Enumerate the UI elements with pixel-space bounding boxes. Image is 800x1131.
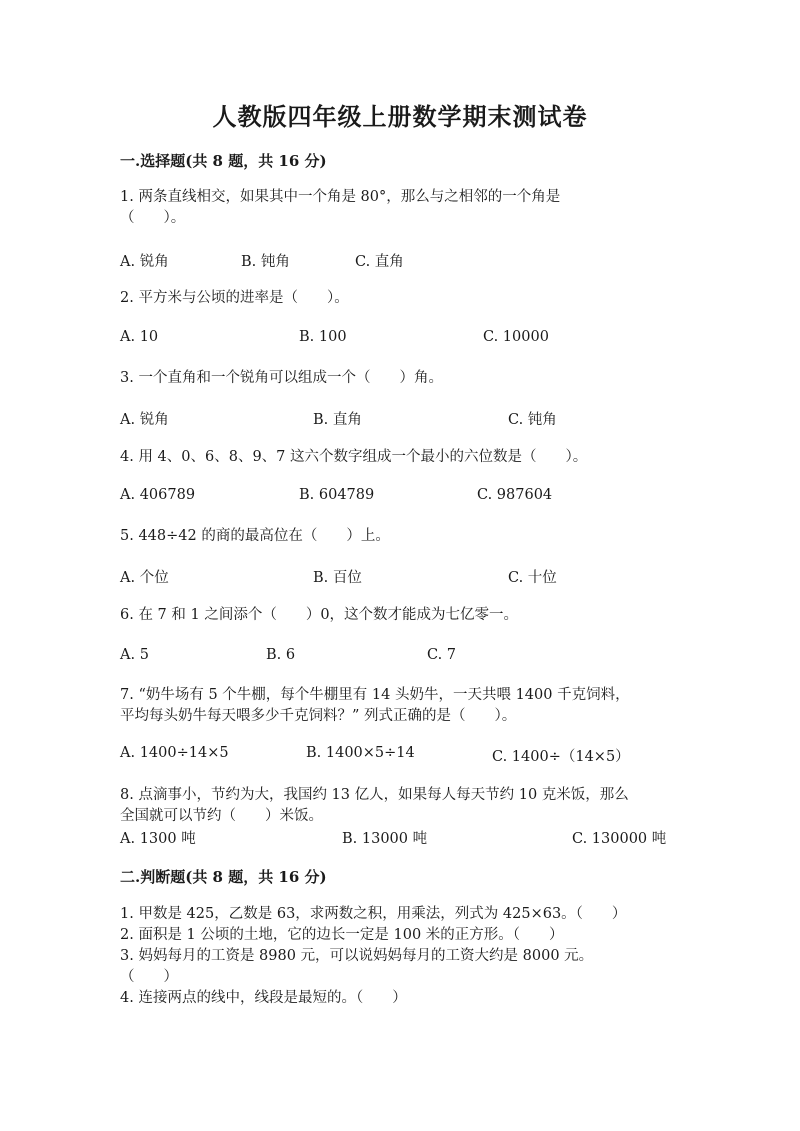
option-a: A. 5 bbox=[120, 647, 149, 663]
judgment-item-2 bbox=[120, 925, 680, 946]
question-5 bbox=[120, 526, 680, 547]
page-title: 人教版四年级上册数学期末测试卷 bbox=[212, 102, 588, 131]
question-4 bbox=[120, 447, 680, 468]
question-text-line: 2. 平方米与公顷的进率是（ ）。 bbox=[120, 290, 349, 306]
option-a: A. 406789 bbox=[120, 487, 196, 503]
question-text-line: 全国就可以节约（ ）米饭。 bbox=[120, 808, 323, 824]
question-text-line: 4. 用 4、0、6、8、9、7 这六个数字组成一个最小的六位数是（ ）。 bbox=[120, 449, 588, 465]
question-text-line: 5. 448÷42 的商的最高位在（ ）上。 bbox=[120, 528, 390, 544]
judgment-text-line: 2. 面积是 1 公顷的土地，它的边长一定是 100 米的正方形。（ ） bbox=[120, 927, 564, 943]
option-b: B. 100 bbox=[299, 329, 347, 345]
option-b: B. 13000 吨 bbox=[342, 831, 428, 847]
option-a: A. 1400÷14×5 bbox=[120, 745, 229, 761]
option-a: A. 锐角 bbox=[120, 254, 169, 270]
question-text-line: 7. “奶牛场有 5 个牛棚，每个牛棚里有 14 头奶牛，一天共喂 1400 千克饲料， bbox=[120, 687, 630, 703]
option-b: B. 1400×5÷14 bbox=[306, 745, 415, 761]
section-heading-choice: 一.选择题(共 8 题，共 16 分) bbox=[120, 152, 327, 170]
judgment-item-4 bbox=[120, 988, 680, 1009]
option-c: C. 1400÷（14×5） bbox=[492, 749, 630, 765]
option-b: B. 钝角 bbox=[241, 254, 290, 270]
option-c: C. 直角 bbox=[355, 254, 404, 270]
option-c: C. 7 bbox=[427, 647, 457, 663]
option-a: A. 个位 bbox=[120, 570, 169, 586]
question-6 bbox=[120, 605, 680, 626]
question-8 bbox=[120, 785, 680, 827]
judgment-text-line: 4. 连接两点的线中，线段是最短的。（ ） bbox=[120, 990, 407, 1006]
judgment-item-3 bbox=[120, 946, 680, 988]
option-b: B. 6 bbox=[266, 647, 296, 663]
option-b: B. 604789 bbox=[299, 487, 375, 503]
option-a: A. 10 bbox=[120, 329, 159, 345]
option-c: C. 987604 bbox=[477, 487, 553, 503]
option-a: A. 锐角 bbox=[120, 412, 169, 428]
question-text-line: 1. 两条直线相交，如果其中一个角是 80°，那么与之相邻的一个角是 bbox=[120, 189, 561, 205]
question-text-line: 3. 一个直角和一个锐角可以组成一个（ ）角。 bbox=[120, 370, 443, 386]
question-text-line: 6. 在 7 和 1 之间添个（ ）0，这个数才能成为七亿零一。 bbox=[120, 607, 519, 623]
question-text-line: 8. 点滴事小，节约为大，我国约 13 亿人，如果每人每天节约 10 克米饭，那么 bbox=[120, 787, 629, 803]
option-a: A. 1300 吨 bbox=[120, 831, 196, 847]
option-c: C. 钝角 bbox=[508, 412, 557, 428]
question-7 bbox=[120, 685, 680, 727]
question-text-line: 平均每头奶牛每天喂多少千克饲料？” 列式正确的是（ ）。 bbox=[120, 708, 517, 724]
option-b: B. 百位 bbox=[313, 570, 362, 586]
option-c: C. 十位 bbox=[508, 570, 557, 586]
question-2 bbox=[120, 288, 680, 309]
option-c: C. 130000 吨 bbox=[572, 831, 667, 847]
question-3 bbox=[120, 368, 680, 389]
judgment-text-line: 3. 妈妈每月的工资是 8980 元，可以说妈妈每月的工资大约是 8000 元。 bbox=[120, 948, 594, 964]
option-c: C. 10000 bbox=[483, 329, 549, 345]
judgment-item-1 bbox=[120, 904, 680, 925]
question-1 bbox=[120, 187, 680, 229]
section-heading-judgment: 二.判断题(共 8 题，共 16 分) bbox=[120, 868, 327, 886]
option-b: B. 直角 bbox=[313, 412, 362, 428]
question-text-line: （ ）。 bbox=[120, 210, 186, 226]
judgment-text-line: （ ） bbox=[120, 969, 178, 985]
judgment-text-line: 1. 甲数是 425，乙数是 63，求两数之积，用乘法，列式为 425×63。（ ） bbox=[120, 906, 627, 922]
